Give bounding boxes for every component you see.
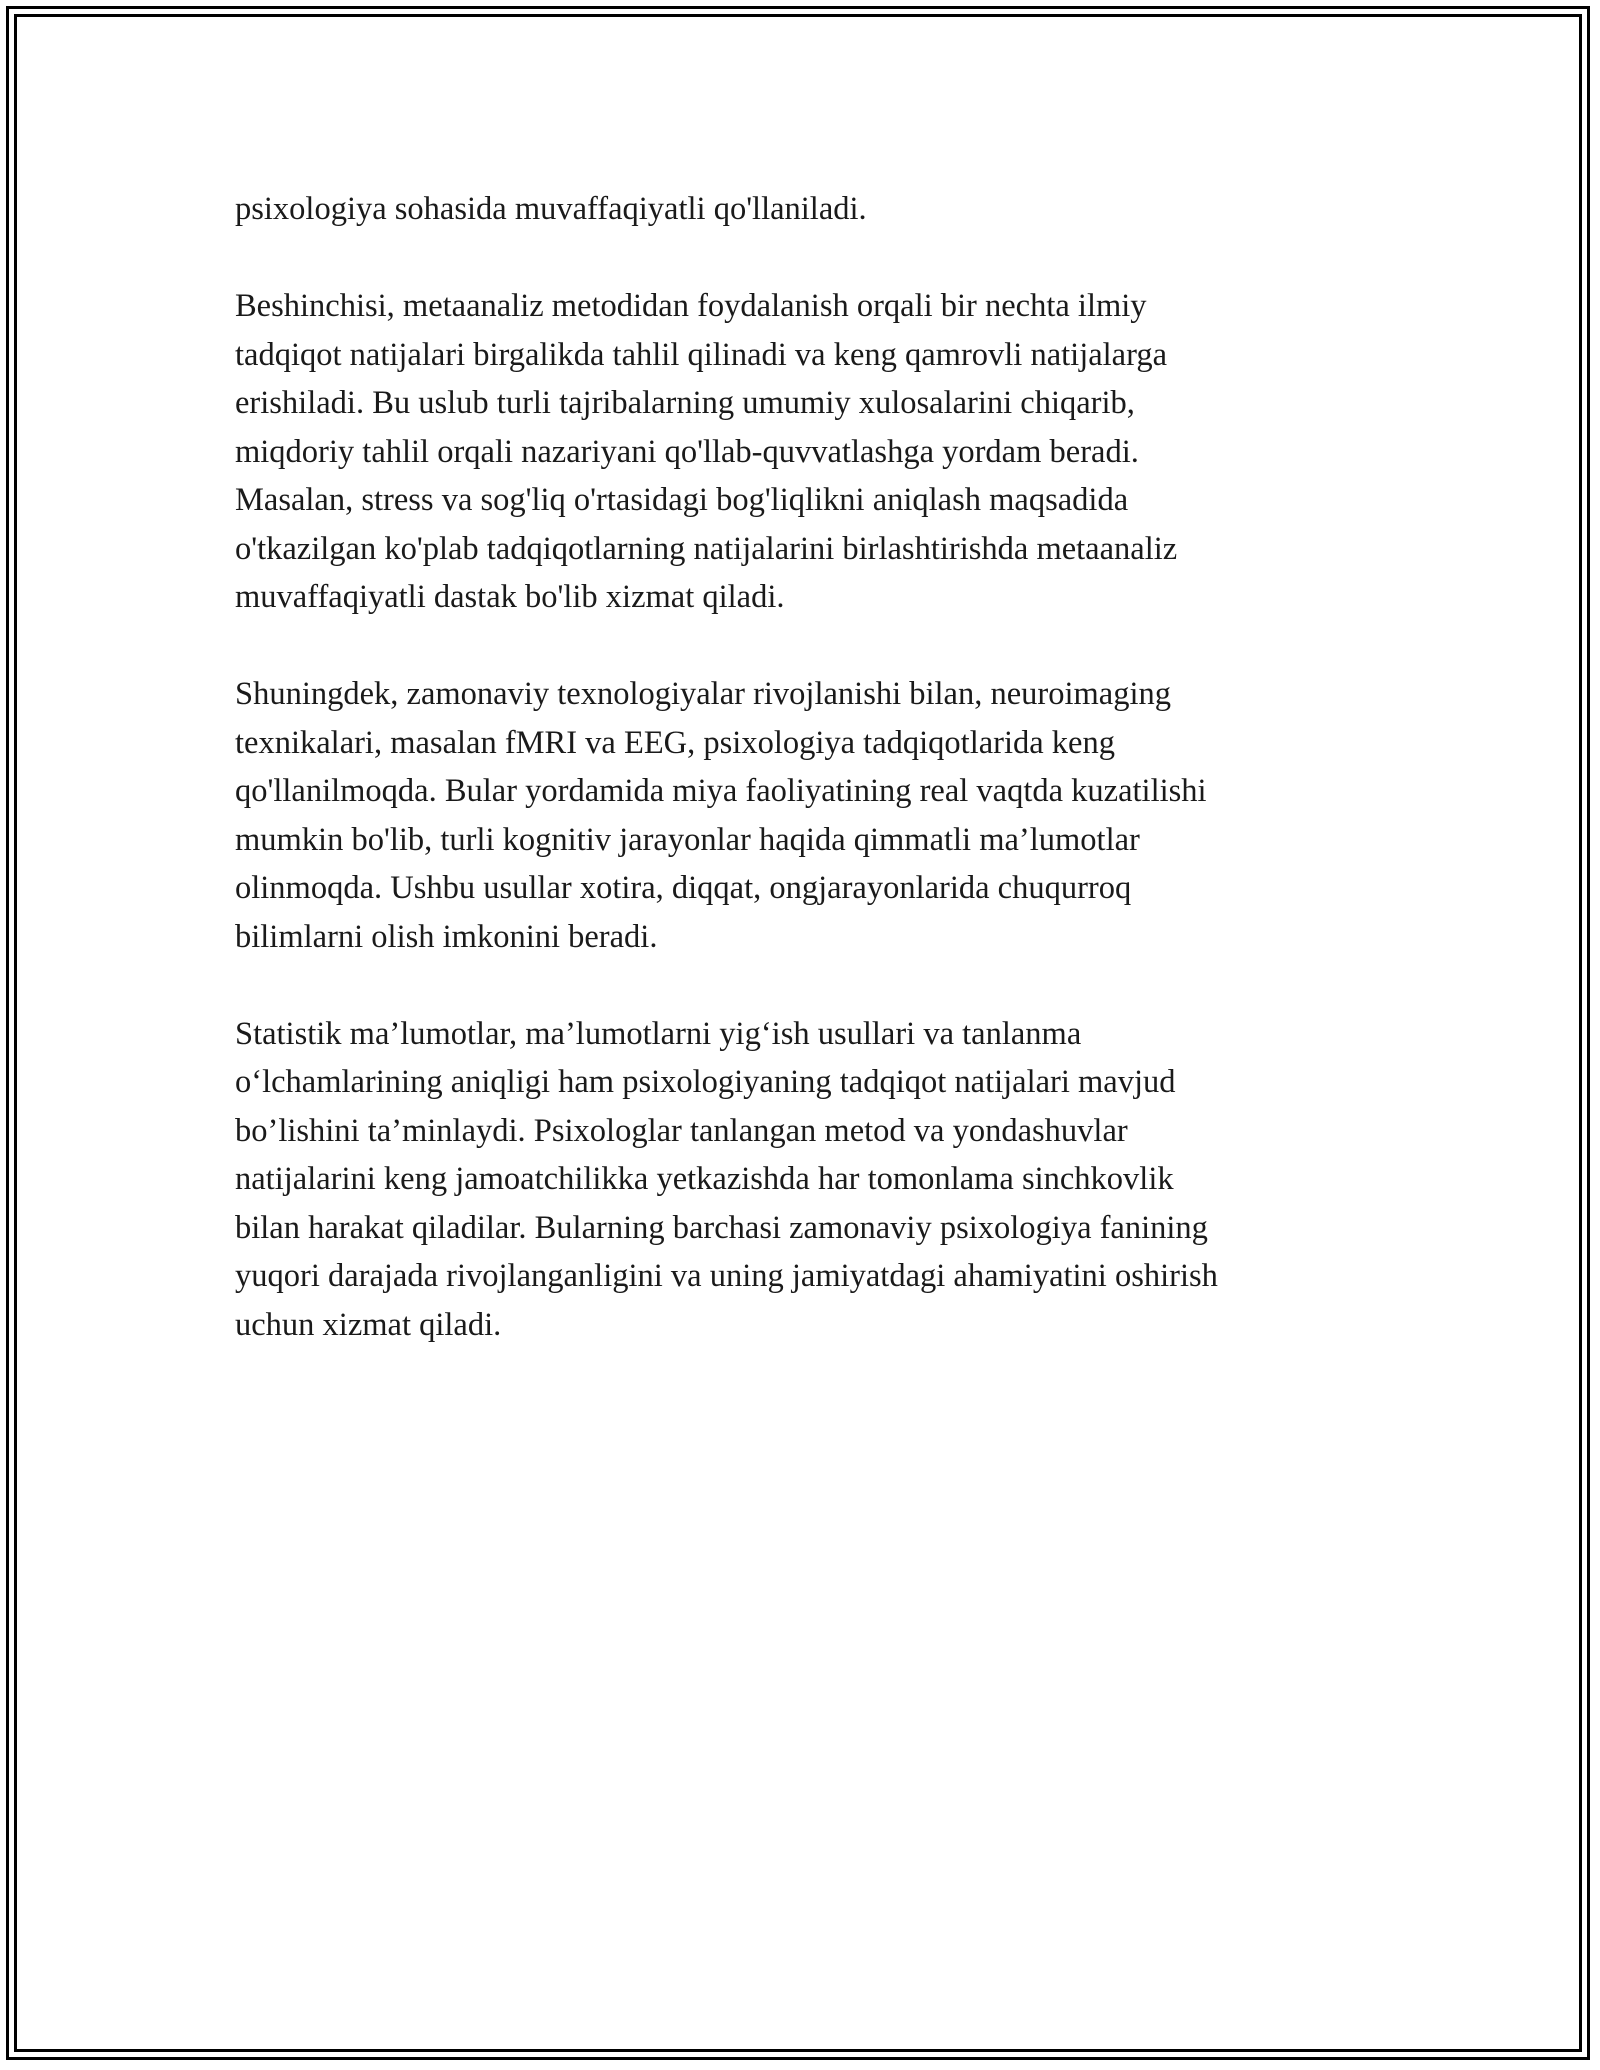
paragraph-statistics: Statistik ma’lumotlar, ma’lumotlarni yig‘ish usullari va tanlanma o‘lchamlarining aniqligi ham psixologiyaning tadqiqot natijalari mavjud bo’lishini ta’minlaydi. Psixologlar tanlangan metod va yondashuvlar natijalarini keng jamoatchilikka yetkazishda har tomonlama sinchkovlik bilan harakat qiladilar. Bularning barchasi zamonaviy psixologiya fanining yuqori darajada rivojlanganligini va uning jamiyatdagi ahamiyatini oshirish uchun xizmat qiladi. xyxy=(235,1015,1218,1343)
paragraph-continuation: psixologiya sohasida muvaffaqiyatli qo'llaniladi. xyxy=(235,191,867,227)
paragraph-neuroimaging: Shuningdek, zamonaviy texnologiyalar rivojlanishi bilan, neuroimaging texnikalari, masalan fMRI va EEG, psixologiya tadqiqotlarida keng qo'llanilmoqda. Bular yordamida miya faoliyatining real vaqtda kuzatilishi mumkin bo'lib, turli kognitiv jarayonlar haqida qimmatli ma’lumotlar olinmoqda. Ushbu usullar xotira, diqqat, ongjarayonlarida chuqurroq bilimlarni olish imkonini beradi. xyxy=(235,676,1207,955)
paragraph-metaanalysis: Beshinchisi, metaanaliz metodidan foydalanish orqali bir nechta ilmiy tadqiqot natijalari birgalikda tahlil qilinadi va keng qamrovli natijalarga erishiladi. Bu uslub turli tajribalarning umumiy xulosalarini chiqarib, miqdoriy tahlil orqali nazariyani qo'llab-quvvatlashga yordam beradi. Masalan, stress va sog'liq o'rtasidagi bog'liqlikni aniqlash maqsadida o'tkazilgan ko'plab tadqiqotlarning natijalarini birlashtirishda metaanaliz muvaffaqiyatli dastak bo'lib xizmat qiladi. xyxy=(235,288,1178,615)
document-body xyxy=(235,185,1365,1398)
